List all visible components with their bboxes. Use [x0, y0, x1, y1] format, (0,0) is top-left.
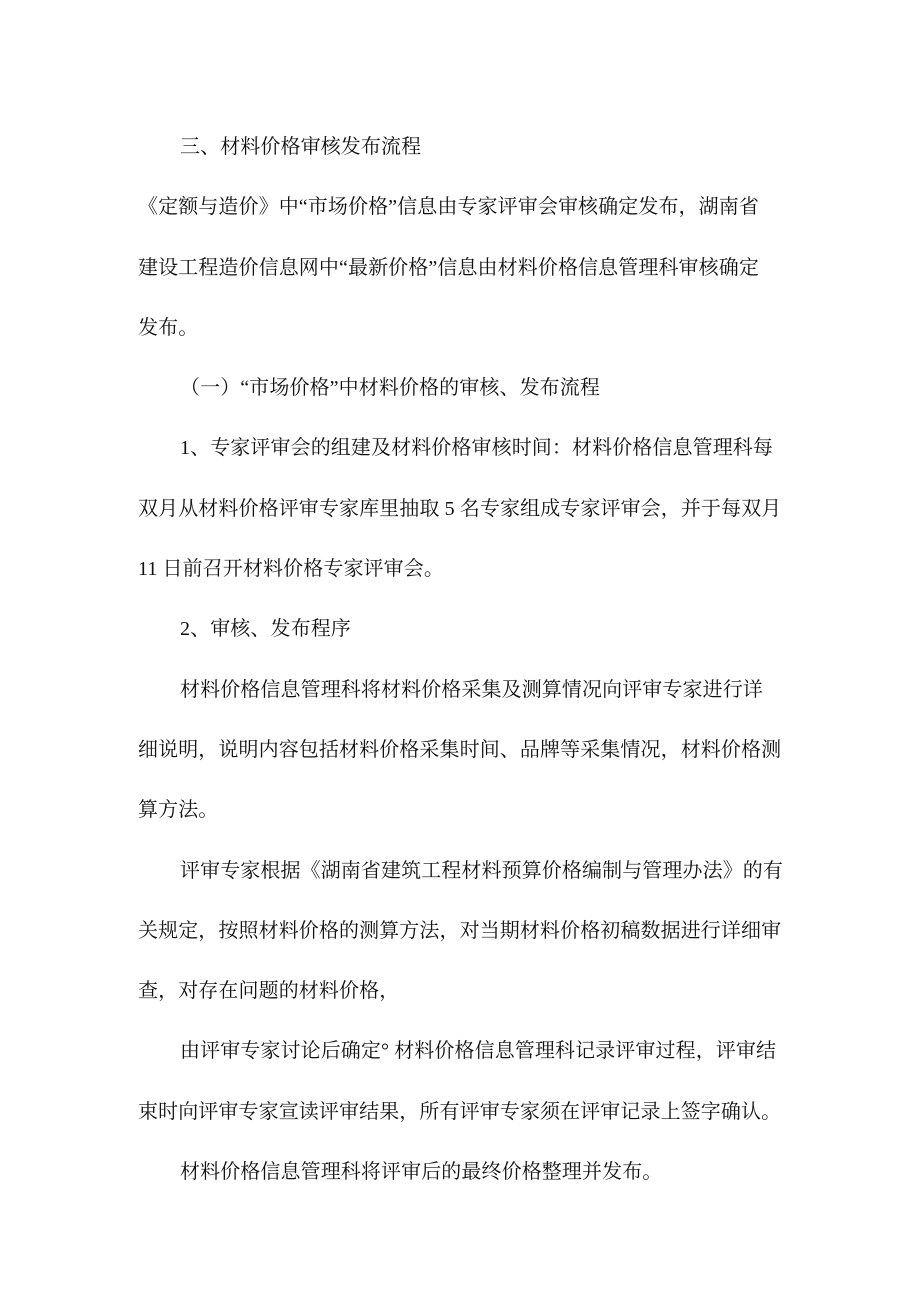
item2-heading — [138, 599, 808, 659]
publish-line: 材料价格信息管理科将评审后的最终价格整理并发布。 — [180, 1161, 663, 1184]
subsection-heading — [138, 358, 808, 418]
item1-line: 1、专家评审会的组建及材料价格审核时间：材料价格信息管理科每 — [180, 437, 773, 460]
intro-line: 建设工程造价信息网中“最新价格”信息由材料价格信息管理科审核确定 — [138, 256, 759, 279]
intro-line: 《定额与造价》中“市场价格”信息由专家评审会审核确定发布，湖南省 — [138, 196, 759, 219]
review-line: 评审专家根据《湖南省建筑工程材料预算价格编制与管理办法》的有 — [180, 859, 783, 882]
intro-paragraph — [138, 177, 808, 358]
item1-paragraph — [138, 418, 808, 599]
explain-line: 算方法。 — [138, 799, 219, 822]
section-heading — [138, 117, 808, 177]
document-body — [138, 117, 808, 1202]
review-line: 关规定，按照材料价格的测算方法，对当期材料价格初稿数据进行详细审 — [138, 919, 782, 942]
confirm-line: 由评审专家讨论后确定° 材料价格信息管理科记录评审过程，评审结 — [180, 1040, 777, 1063]
section-heading-text: 三、材料价格审核发布流程 — [180, 136, 422, 158]
review-paragraph — [138, 841, 808, 1022]
explain-line: 细说明，说明内容包括材料价格采集时间、品牌等采集情况，材料价格测 — [138, 738, 782, 761]
confirm-paragraph — [138, 1021, 808, 1142]
explain-paragraph — [138, 660, 808, 841]
item1-line: 双月从材料价格评审专家库里抽取 5 名专家组成专家评审会，并于每双月 — [138, 497, 782, 520]
item1-line: 11 日前召开材料价格专家评审会。 — [138, 558, 444, 581]
subsection-heading-text: （一）“市场价格”中材料价格的审核、发布流程 — [180, 377, 600, 400]
intro-line: 发布。 — [138, 316, 199, 339]
item2-heading-text: 2、审核、发布程序 — [180, 618, 351, 641]
confirm-line: 束时向评审专家宣读评审结果，所有评审专家须在评审记录上签字确认。 — [138, 1100, 782, 1123]
review-line: 查，对存在问题的材料价格， — [138, 980, 400, 1003]
publish-paragraph — [138, 1142, 808, 1202]
explain-line: 材料价格信息管理科将材料价格采集及测算情况向评审专家进行详 — [180, 678, 763, 701]
